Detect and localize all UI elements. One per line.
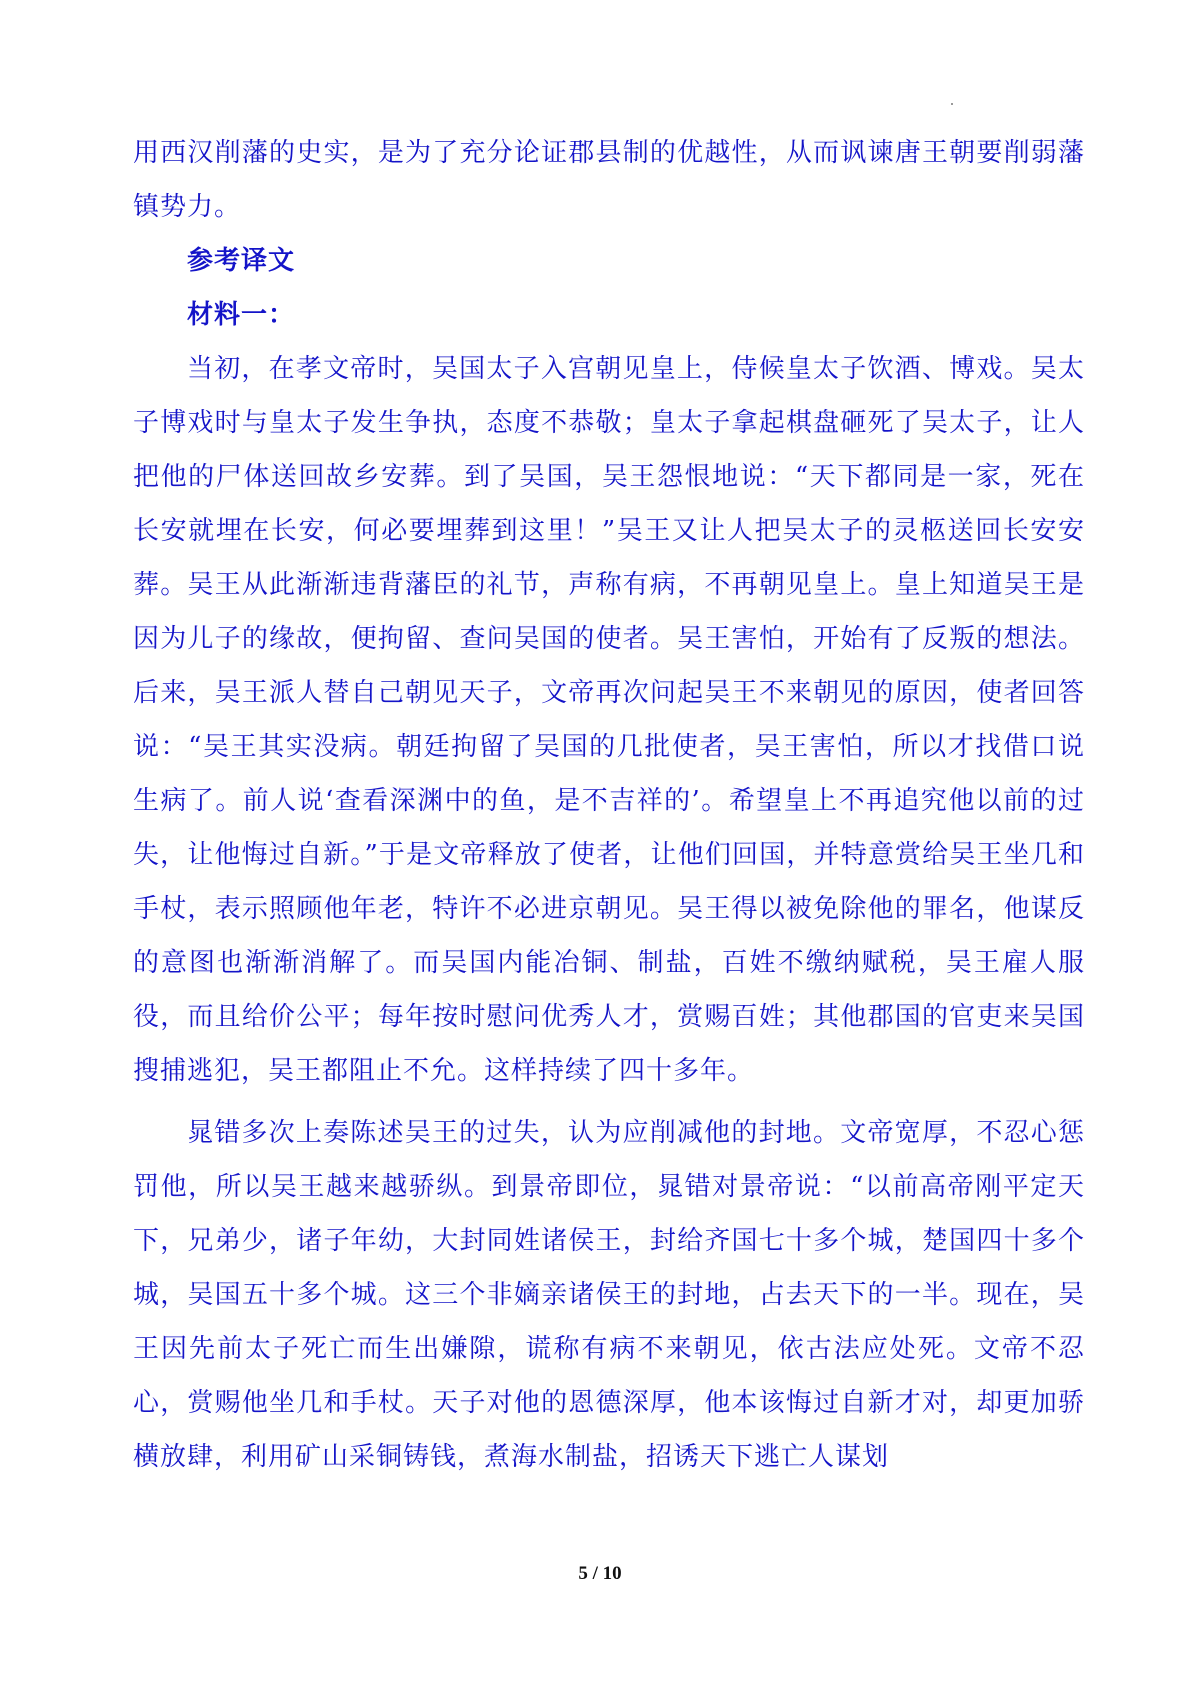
section-title: 参考译文 — [187, 246, 296, 276]
page-number: 5 / 10 — [578, 1563, 622, 1584]
page-content — [133, 126, 1085, 1484]
material-one-paragraph-2: 晁错多次上奏陈述吴王的过失，认为应削减他的封地。文帝宽厚，不忍心惩罚他，所以吴王越来越骄纵。到景帝即位，晁错对景帝说：“以前高帝刚平定天下，兄弟少，诸子年幼，大封同姓诸侯王，封给齐国七十多个城，楚国四十多个城，吴国五十多个城。这三个非嫡亲诸侯王的封地，占去天下的一半。现在，吴王因先前太子死亡而生出嫌隙，谎称有病不来朝见，依古法应处死。文帝不忍心，赏赐他坐几和手杖。天子对他的恩德深厚，他本该悔过自新才对，却更加骄横放肆，利用矿山采铜铸钱，煮海水制盐，招诱天下逃亡人谋划 — [133, 1118, 1085, 1472]
intro-paragraph: 用西汉削藩的史实，是为了充分论证郡县制的优越性，从而讽谏唐王朝要削弱藩镇势力。 — [133, 138, 1085, 222]
scan-dot — [951, 103, 953, 105]
material-title: 材料一： — [187, 300, 296, 330]
material-one-paragraph-1: 当初，在孝文帝时，吴国太子入宫朝见皇上，侍候皇太子饮酒、博戏。吴太子博戏时与皇太子发生争执，态度不恭敬；皇太子拿起棋盘砸死了吴太子，让人把他的尸体送回故乡安葬。到了吴国，吴王怨恨地说：“天下都同是一家，死在长安就埋在长安，何必要埋葬到这里！”吴王又让人把吴太子的灵柩送回长安安葬。吴王从此渐渐违背藩臣的礼节，声称有病，不再朝见皇上。皇上知道吴王是因为儿子的缘故，便拘留、查问吴国的使者。吴王害怕，开始有了反叛的想法。后来，吴王派人替自己朝见天子，文帝再次问起吴王不来朝见的原因，使者回答说：“吴王其实没病。朝廷拘留了吴国的几批使者，吴王害怕，所以才找借口说生病了。前人说‘查看深渊中的鱼，是不吉祥的’。希望皇上不再追究他以前的过失，让他悔过自新。”于是文帝释放了使者，让他们回国，并特意赏给吴王坐几和手杖，表示照顾他年老，特许不必进京朝见。吴王得以被免除他的罪名，他谋反的意图也渐渐消解了。而吴国内能冶铜、制盐，百姓不缴纳赋税，吴王雇人服役，而且给价公平；每年按时慰问优秀人才，赏赐百姓；其他郡国的官吏来吴国搜捕逃犯，吴王都阻止不允。这样持续了四十多年。 — [133, 354, 1085, 1086]
